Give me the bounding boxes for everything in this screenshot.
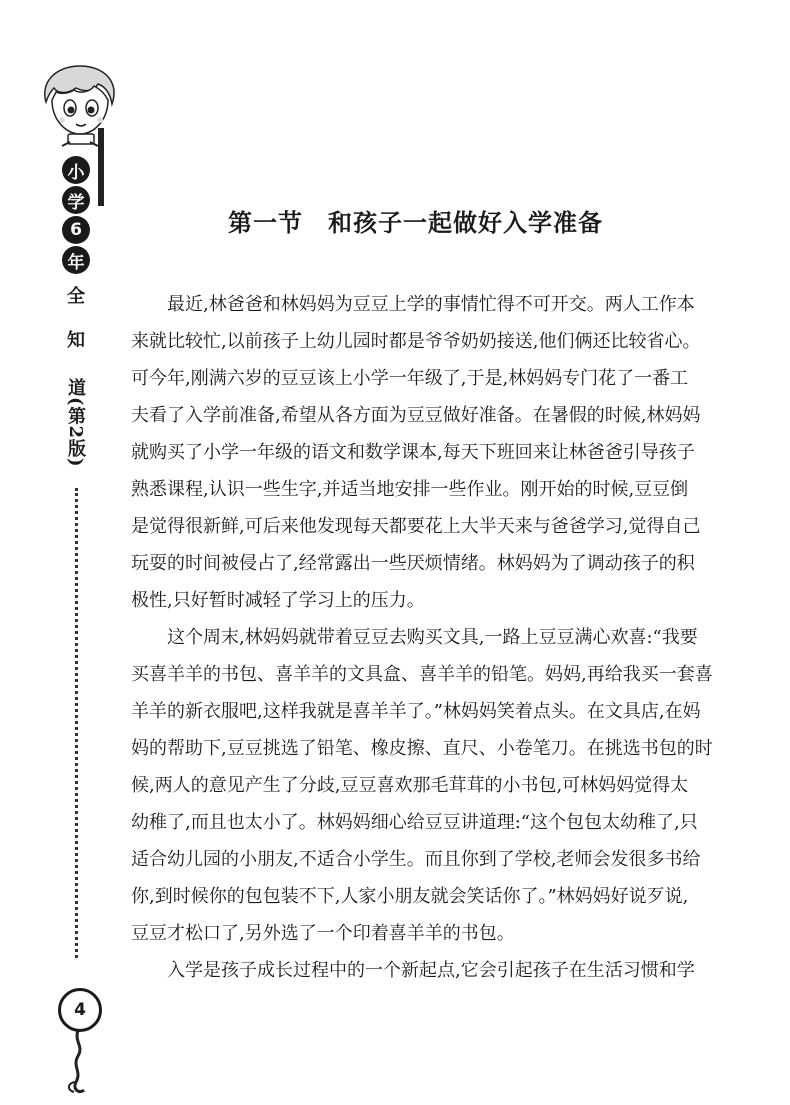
paragraph-line: 入学是孩子成长过程中的一个新起点,它会引起孩子在生活习惯和学: [167, 960, 695, 981]
series-char-4: 年: [62, 246, 90, 274]
title-char-2: 知: [67, 330, 85, 351]
paragraph-line: 就购买了小学一年级的语文和数学课本,每天下班回来让林爸爸引导孩子: [131, 442, 695, 463]
paragraph-line: 极性,只好暂时减轻了学习上的压力。: [131, 590, 425, 611]
paragraph-line: 最近,林爸爸和林妈妈为豆豆上学的事情忙得不可开交。两人工作本: [167, 294, 695, 315]
book-subtitle-vertical: 道(第2版): [65, 378, 86, 468]
page-number: 4: [58, 988, 102, 1032]
dotted-divider: [75, 488, 78, 958]
series-char-3: 6: [62, 216, 90, 244]
paragraph-line: 这个周末,林妈妈就带着豆豆去购买文具,一路上豆豆满心欢喜:“我要: [167, 627, 698, 648]
paragraph-line: 你,到时候你的包包装不下,人家小朋友就会笑话你了。”林妈妈好说歹说,: [131, 886, 689, 907]
paragraph-line: 妈的帮助下,豆豆挑选了铅笔、橡皮擦、直尺、小卷笔刀。在挑选书包的时: [131, 738, 713, 759]
series-char-2: 学: [62, 186, 90, 214]
cartoon-girl-mascot: [40, 62, 120, 150]
paragraph-line: 玩耍的时间被侵占了,经常露出一些厌烦情绪。林妈妈为了调动孩子的积: [131, 553, 695, 574]
paragraph-line: 熟悉课程,认识一些生字,并适当地安排一些作业。刚开始的时候,豆豆倒: [131, 479, 689, 500]
paragraph-line: 豆豆才松口了,另外选了一个印着喜羊羊的书包。: [131, 923, 515, 944]
paragraph-line: 羊羊的新衣服吧,这样我就是喜羊羊了。”林妈妈笑着点头。在文具店,在妈: [131, 701, 701, 722]
paragraph-line: 夫看了入学前准备,希望从各方面为豆豆做好准备。在暑假的时候,林妈妈: [131, 405, 701, 426]
sidebar: [0, 0, 130, 1105]
series-char-1: 小: [62, 156, 90, 184]
paragraph-line: 买喜羊羊的书包、喜羊羊的文具盒、喜羊羊的铅笔。妈妈,再给我买一套喜: [131, 664, 713, 685]
paragraph-line: 候,两人的意见产生了分歧,豆豆喜欢那毛茸茸的小书包,可林妈妈觉得太: [131, 775, 689, 796]
paragraph-line: 可今年,刚满六岁的豆豆该上小学一年级了,于是,林妈妈专门花了一番工: [131, 368, 689, 389]
paragraph-line: 来就比较忙,以前孩子上幼儿园时都是爷爷奶奶接送,他们俩还比较省心。: [131, 331, 701, 352]
paragraph-line: 是觉得很新鲜,可后来他发现每天都要花上大半天来与爸爸学习,觉得自己: [131, 516, 701, 537]
paragraph-line: 适合幼儿园的小朋友,不适合小学生。而且你到了学校,老师会发很多书给: [131, 849, 701, 870]
body-text: [131, 286, 713, 989]
paragraph-line: 幼稚了,而且也太小了。林妈妈细心给豆豆讲道理:“这个包包太幼稚了,只: [131, 812, 698, 833]
sidebar-accent-bar: [98, 128, 104, 206]
title-char-1: 全: [67, 286, 85, 307]
chapter-title: 第一节 和孩子一起做好入学准备: [228, 209, 603, 237]
page-number-badge: [52, 986, 104, 1096]
